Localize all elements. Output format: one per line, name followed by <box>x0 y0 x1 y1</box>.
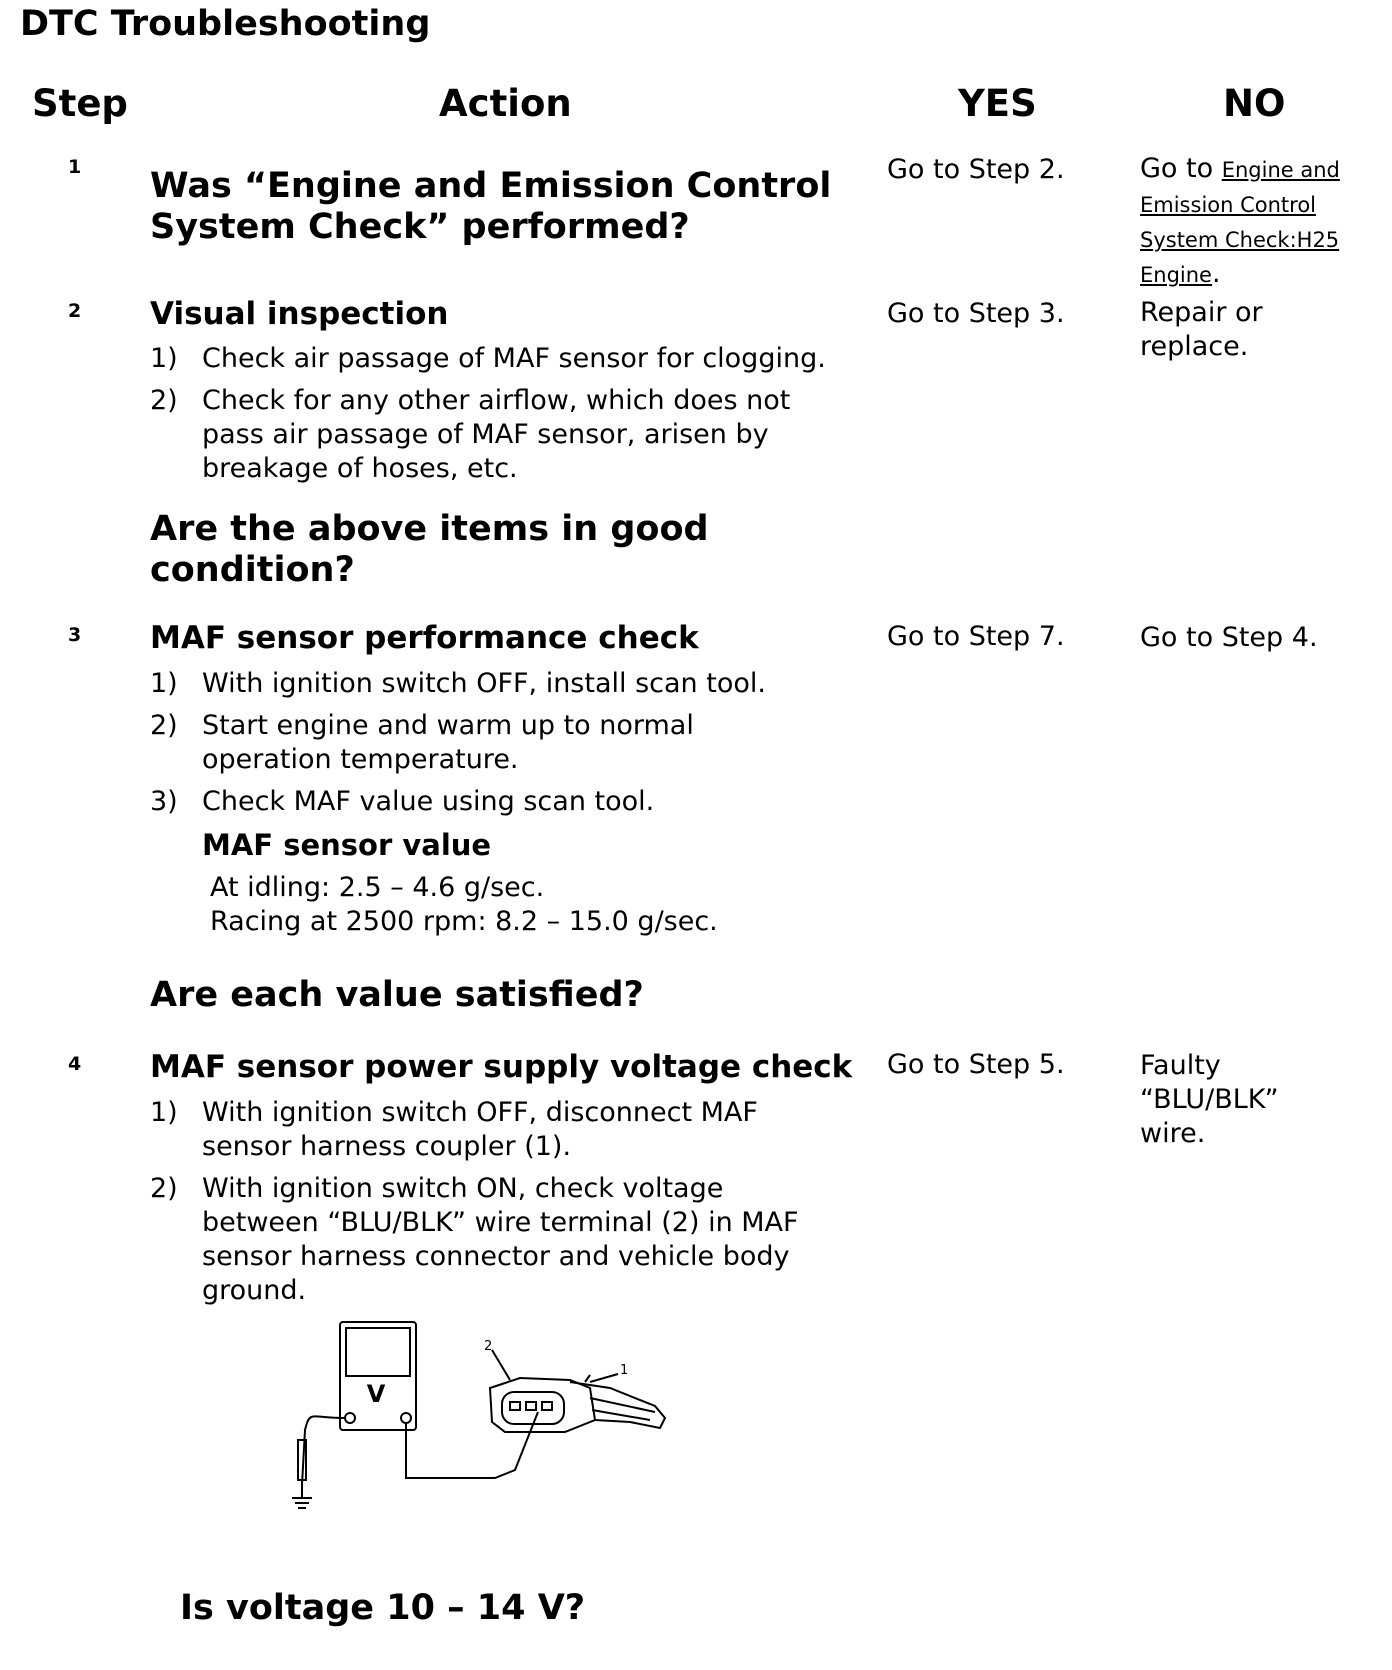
maf-value-idle: At idling: 2.5 – 4.6 g/sec. <box>210 872 545 903</box>
column-header-step: Step <box>32 82 128 125</box>
step-number: 2 <box>68 300 82 322</box>
step-heading: Visual inspection <box>150 296 449 332</box>
step-number: 4 <box>68 1053 82 1075</box>
step-number: 3 <box>68 624 82 646</box>
column-header-action: Action <box>439 82 572 125</box>
callout-1: 1 <box>620 1363 629 1378</box>
maf-value-racing: Racing at 2500 rpm: 8.2 – 15.0 g/sec. <box>210 906 718 937</box>
column-header-yes: YES <box>958 82 1037 125</box>
item-text: Check for any other airflow, which does not pass air passage of MAF sensor, arisen by breakage of hoses, etc. <box>202 385 791 484</box>
no-action: Faulty “BLU/BLK” wire. <box>1140 1050 1279 1149</box>
connector-face <box>502 1392 564 1424</box>
yes-action: Go to Step 5. <box>887 1049 1065 1080</box>
item-number: 1) <box>150 1097 178 1128</box>
list-item <box>150 384 850 486</box>
negative-lead <box>302 1416 345 1485</box>
no-action-suffix: . <box>1211 258 1221 289</box>
step-question: Is voltage 10 – 14 V? <box>180 1588 586 1628</box>
meter-positive-terminal <box>401 1413 411 1423</box>
step-question: Was “Engine and Emission Control System Check” performed? <box>150 166 832 247</box>
step-heading: MAF sensor power supply voltage check <box>150 1049 853 1085</box>
column-header-no: NO <box>1223 82 1286 125</box>
meter-negative-terminal <box>345 1413 355 1423</box>
no-action: Repair or replace. <box>1140 297 1263 362</box>
item-number: 1) <box>150 343 178 374</box>
item-text: With ignition switch OFF, disconnect MAF sensor harness coupler (1). <box>202 1097 758 1162</box>
item-text: With ignition switch OFF, install scan tool. <box>202 668 766 699</box>
engine-emission-check-link[interactable]: Engine and Emission Control System Check:H25 Engine <box>1140 158 1340 287</box>
item-number: 3) <box>150 786 178 817</box>
harness-wire <box>570 1382 665 1428</box>
step-question: Are the above items in good condition? <box>150 509 709 590</box>
item-text: Start engine and warm up to normal operation temperature. <box>202 710 694 775</box>
maf-value-heading: MAF sensor value <box>202 828 492 862</box>
step-number: 1 <box>68 156 82 178</box>
list-item <box>150 1172 850 1308</box>
no-action-prefix: Go to <box>1140 153 1222 184</box>
voltmeter-display <box>346 1328 410 1376</box>
item-text: Check air passage of MAF sensor for clogging. <box>202 343 826 374</box>
list-item <box>150 785 850 819</box>
yes-action: Go to Step 7. <box>887 621 1065 652</box>
yes-action: Go to Step 3. <box>887 298 1065 329</box>
voltage-check-diagram <box>280 1320 700 1520</box>
item-number: 2) <box>150 710 178 741</box>
list-item <box>150 667 870 701</box>
item-number: 2) <box>150 1173 178 1204</box>
item-number: 2) <box>150 385 178 416</box>
item-number: 1) <box>150 668 178 699</box>
yes-action: Go to Step 2. <box>887 154 1065 185</box>
step-heading: MAF sensor performance check <box>150 620 699 656</box>
step-question: Are each value satisfied? <box>150 975 644 1015</box>
page-title: DTC Troubleshooting <box>20 4 431 44</box>
callout-2: 2 <box>484 1339 493 1354</box>
list-item <box>150 709 850 777</box>
item-text: Check MAF value using scan tool. <box>202 786 655 817</box>
no-action: Go to Step 4. <box>1140 622 1318 653</box>
list-item <box>150 342 870 376</box>
item-text: With ignition switch ON, check voltage between “BLU/BLK” wire terminal (2) in MAF sensor harness connector and vehicle body ground. <box>202 1173 799 1306</box>
positive-lead <box>406 1412 538 1478</box>
no-action <box>1140 152 1370 292</box>
meter-label: V <box>366 1380 386 1408</box>
list-item <box>150 1096 850 1164</box>
